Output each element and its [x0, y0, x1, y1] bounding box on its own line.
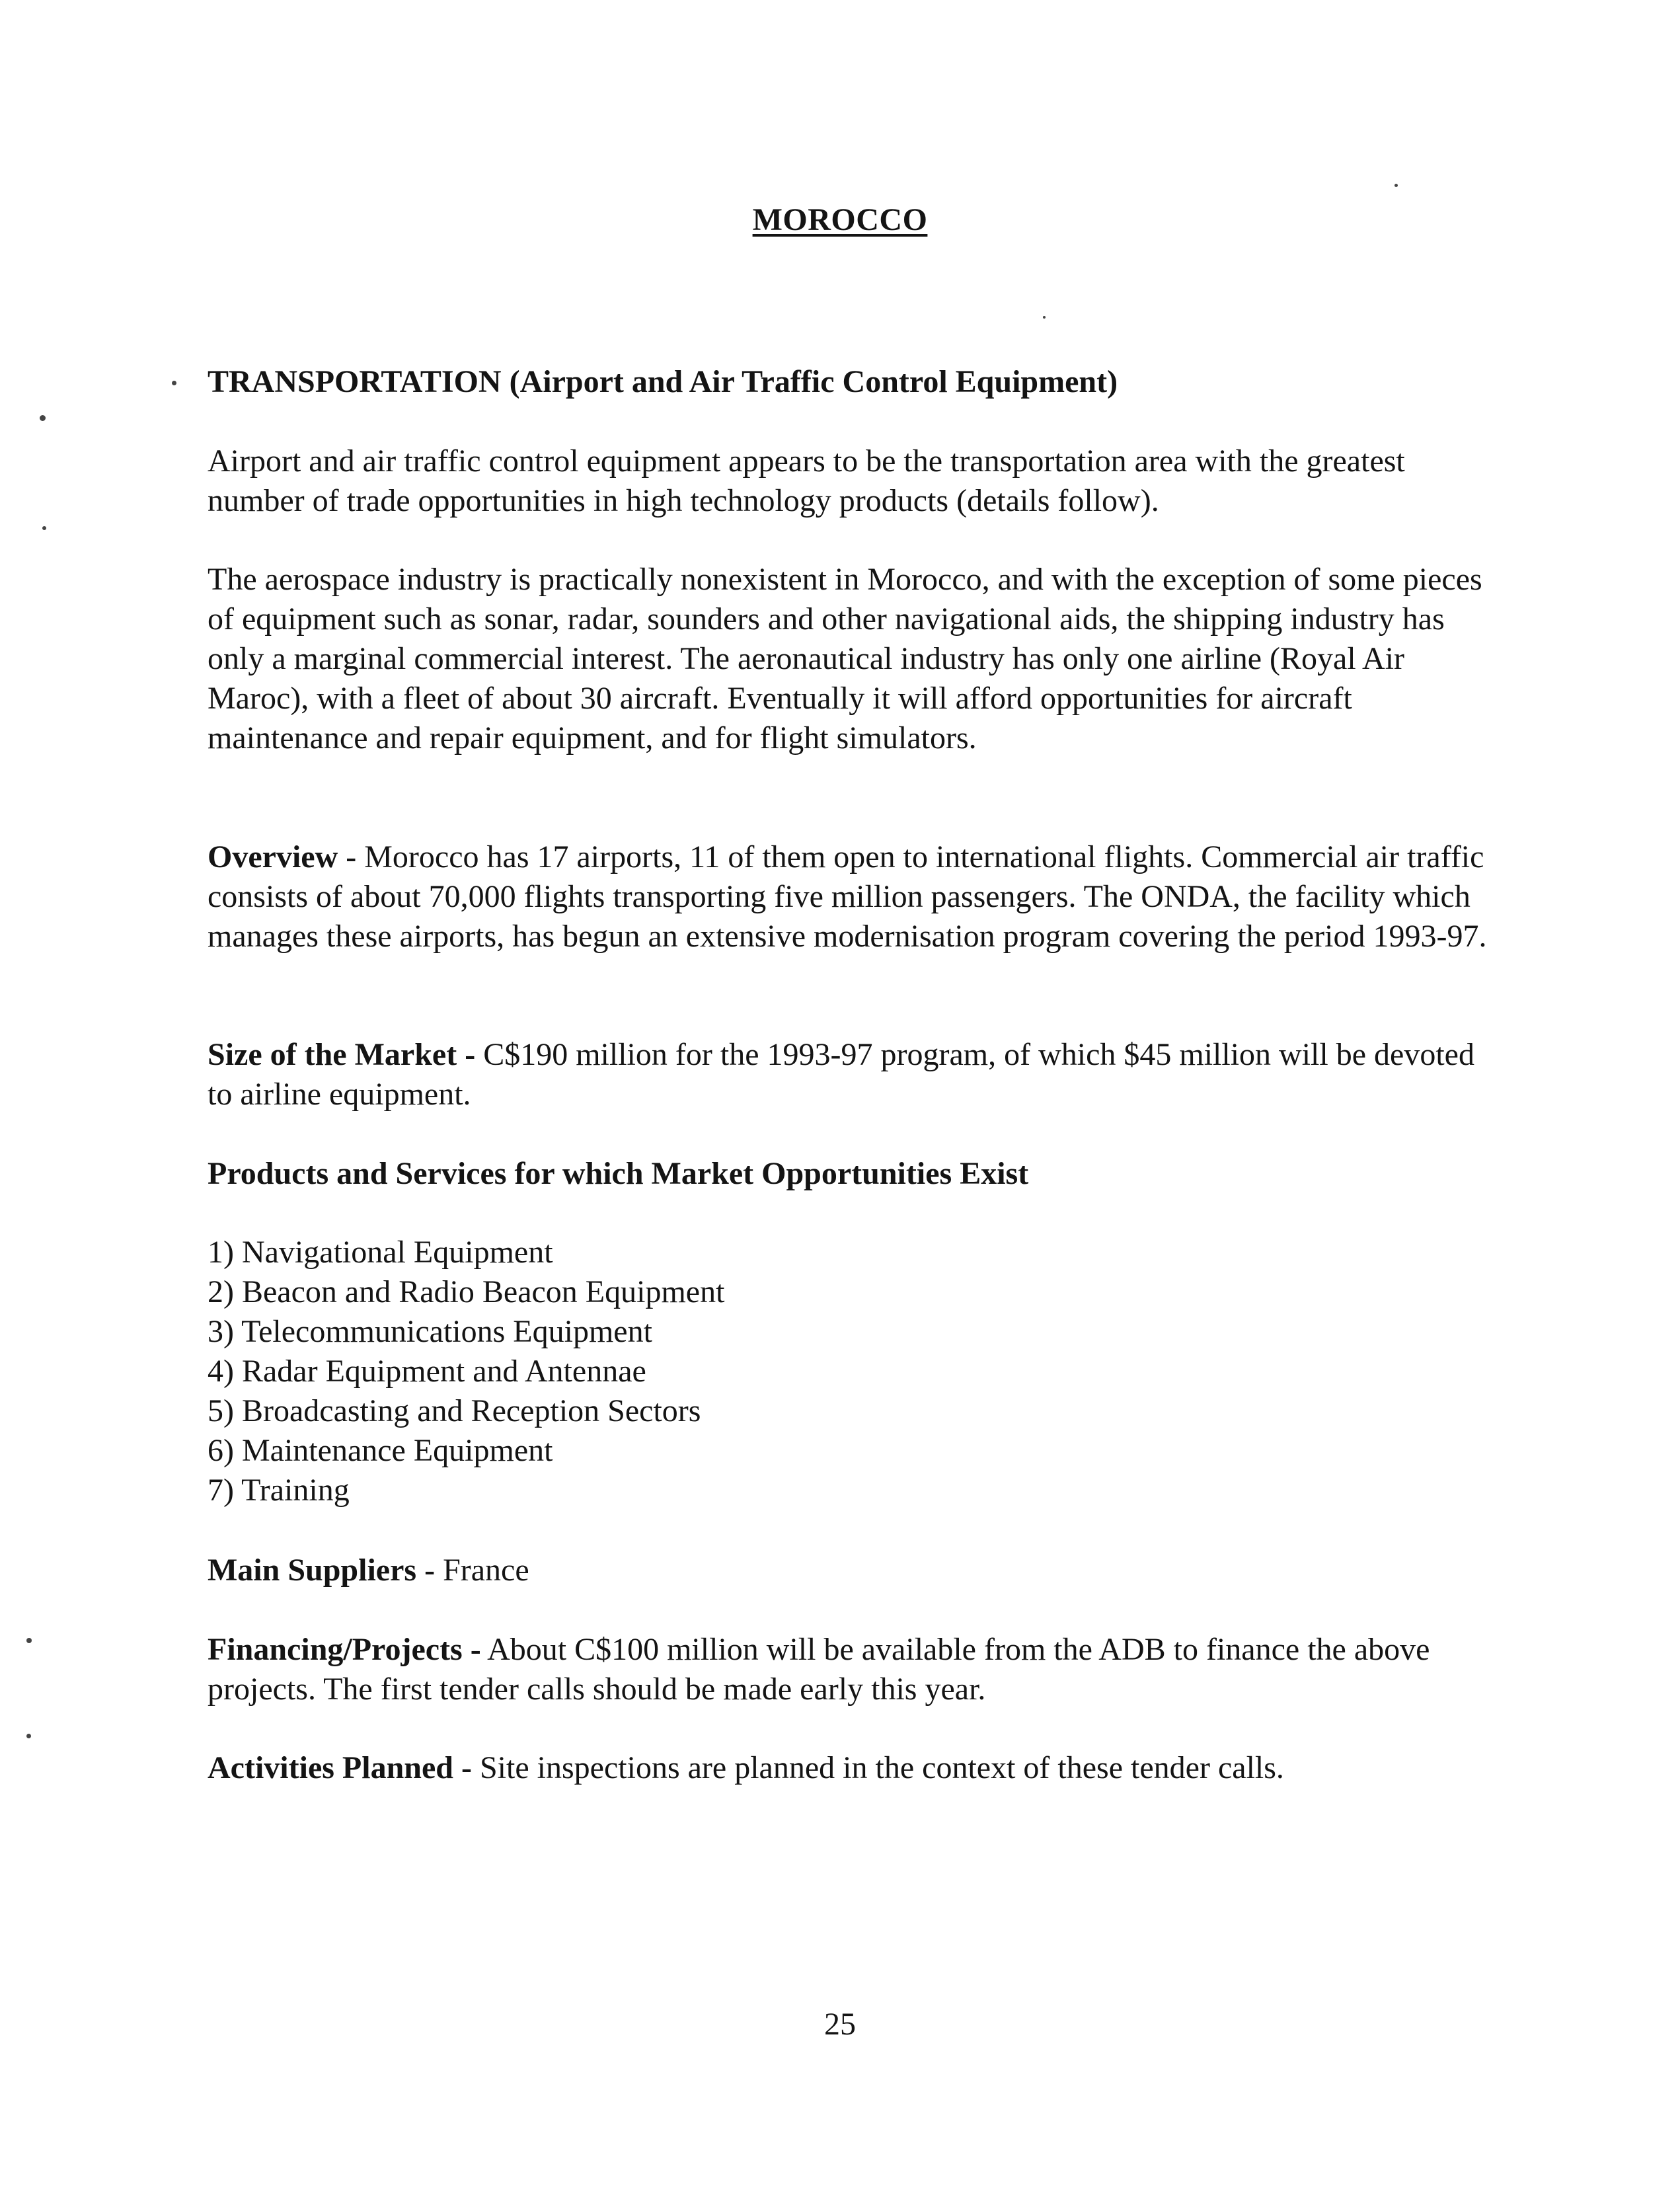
scan-speck: [42, 526, 46, 530]
activities-text: Site inspections are planned in the context of these tender calls.: [479, 1750, 1284, 1785]
scan-speck: [1394, 184, 1398, 187]
market-size-text: C$190 million for the 1993-97 program, of which $45 million will be devoted to airline equipment.: [208, 1037, 1474, 1112]
financing-paragraph: [208, 1630, 1503, 1709]
list-item: 5) Broadcasting and Reception Sectors: [208, 1393, 701, 1428]
scan-speck: [40, 415, 46, 421]
activities-label: Activities Planned -: [208, 1750, 472, 1785]
market-size-paragraph: [208, 1035, 1503, 1114]
scan-speck: [26, 1734, 31, 1738]
activities-paragraph: [208, 1748, 1503, 1788]
page-number: 25: [824, 2007, 856, 2042]
overview-label: Overview -: [208, 839, 357, 874]
list-item: 6) Maintenance Equipment: [208, 1433, 553, 1468]
main-suppliers-paragraph: [208, 1551, 1503, 1590]
list-item: 3) Telecommunications Equipment: [208, 1314, 652, 1349]
intro-paragraph: Airport and air traffic control equipment appears to be the transportation area with the greatest number of trade opportunities in high technology products (details follow).: [208, 444, 1405, 518]
industry-paragraph: The aerospace industry is practically nonexistent in Morocco, and with the exception of some pieces of equipment such as sonar, radar, sounders and other navigational aids, the shipping industry has only a marginal commercial interest. The aeronautical industry has only one airline (Royal Air Maroc), with a fleet of about 30 aircraft. Eventually it will afford opportunities for aircraft maintenance and repair equipment, and for flight simulators.: [208, 562, 1482, 755]
list-item: 1) Navigational Equipment: [208, 1235, 553, 1270]
section-heading: TRANSPORTATION (Airport and Air Traffic Control Equipment): [208, 364, 1118, 399]
scan-speck: [172, 381, 176, 385]
products-heading: Products and Services for which Market Opportunities Exist: [208, 1156, 1029, 1191]
financing-text: About C$100 million will be available from the ADB to finance the above projects. The first tender calls should be made early this year.: [208, 1632, 1430, 1707]
market-size-label: Size of the Market -: [208, 1037, 476, 1072]
overview-paragraph: [208, 837, 1503, 956]
main-suppliers-text: France: [443, 1553, 529, 1588]
page-title: MOROCCO: [752, 202, 928, 237]
overview-text: Morocco has 17 airports, 11 of them open to international flights. Commercial air traffic consists of about 70,000 flights transporting five million passengers. The ONDA, the facility which manages these airports, has begun an extensive modernisation program covering the period 1993-97.: [208, 839, 1487, 954]
main-suppliers-label: Main Suppliers -: [208, 1553, 436, 1588]
list-item: 2) Beacon and Radio Beacon Equipment: [208, 1274, 725, 1309]
list-item: 4) Radar Equipment and Antennae: [208, 1354, 646, 1389]
list-item: 7) Training: [208, 1473, 350, 1508]
financing-label: Financing/Projects -: [208, 1632, 481, 1667]
scan-speck: [1043, 316, 1046, 319]
scan-speck: [26, 1638, 32, 1643]
products-list: [208, 1233, 1503, 1510]
